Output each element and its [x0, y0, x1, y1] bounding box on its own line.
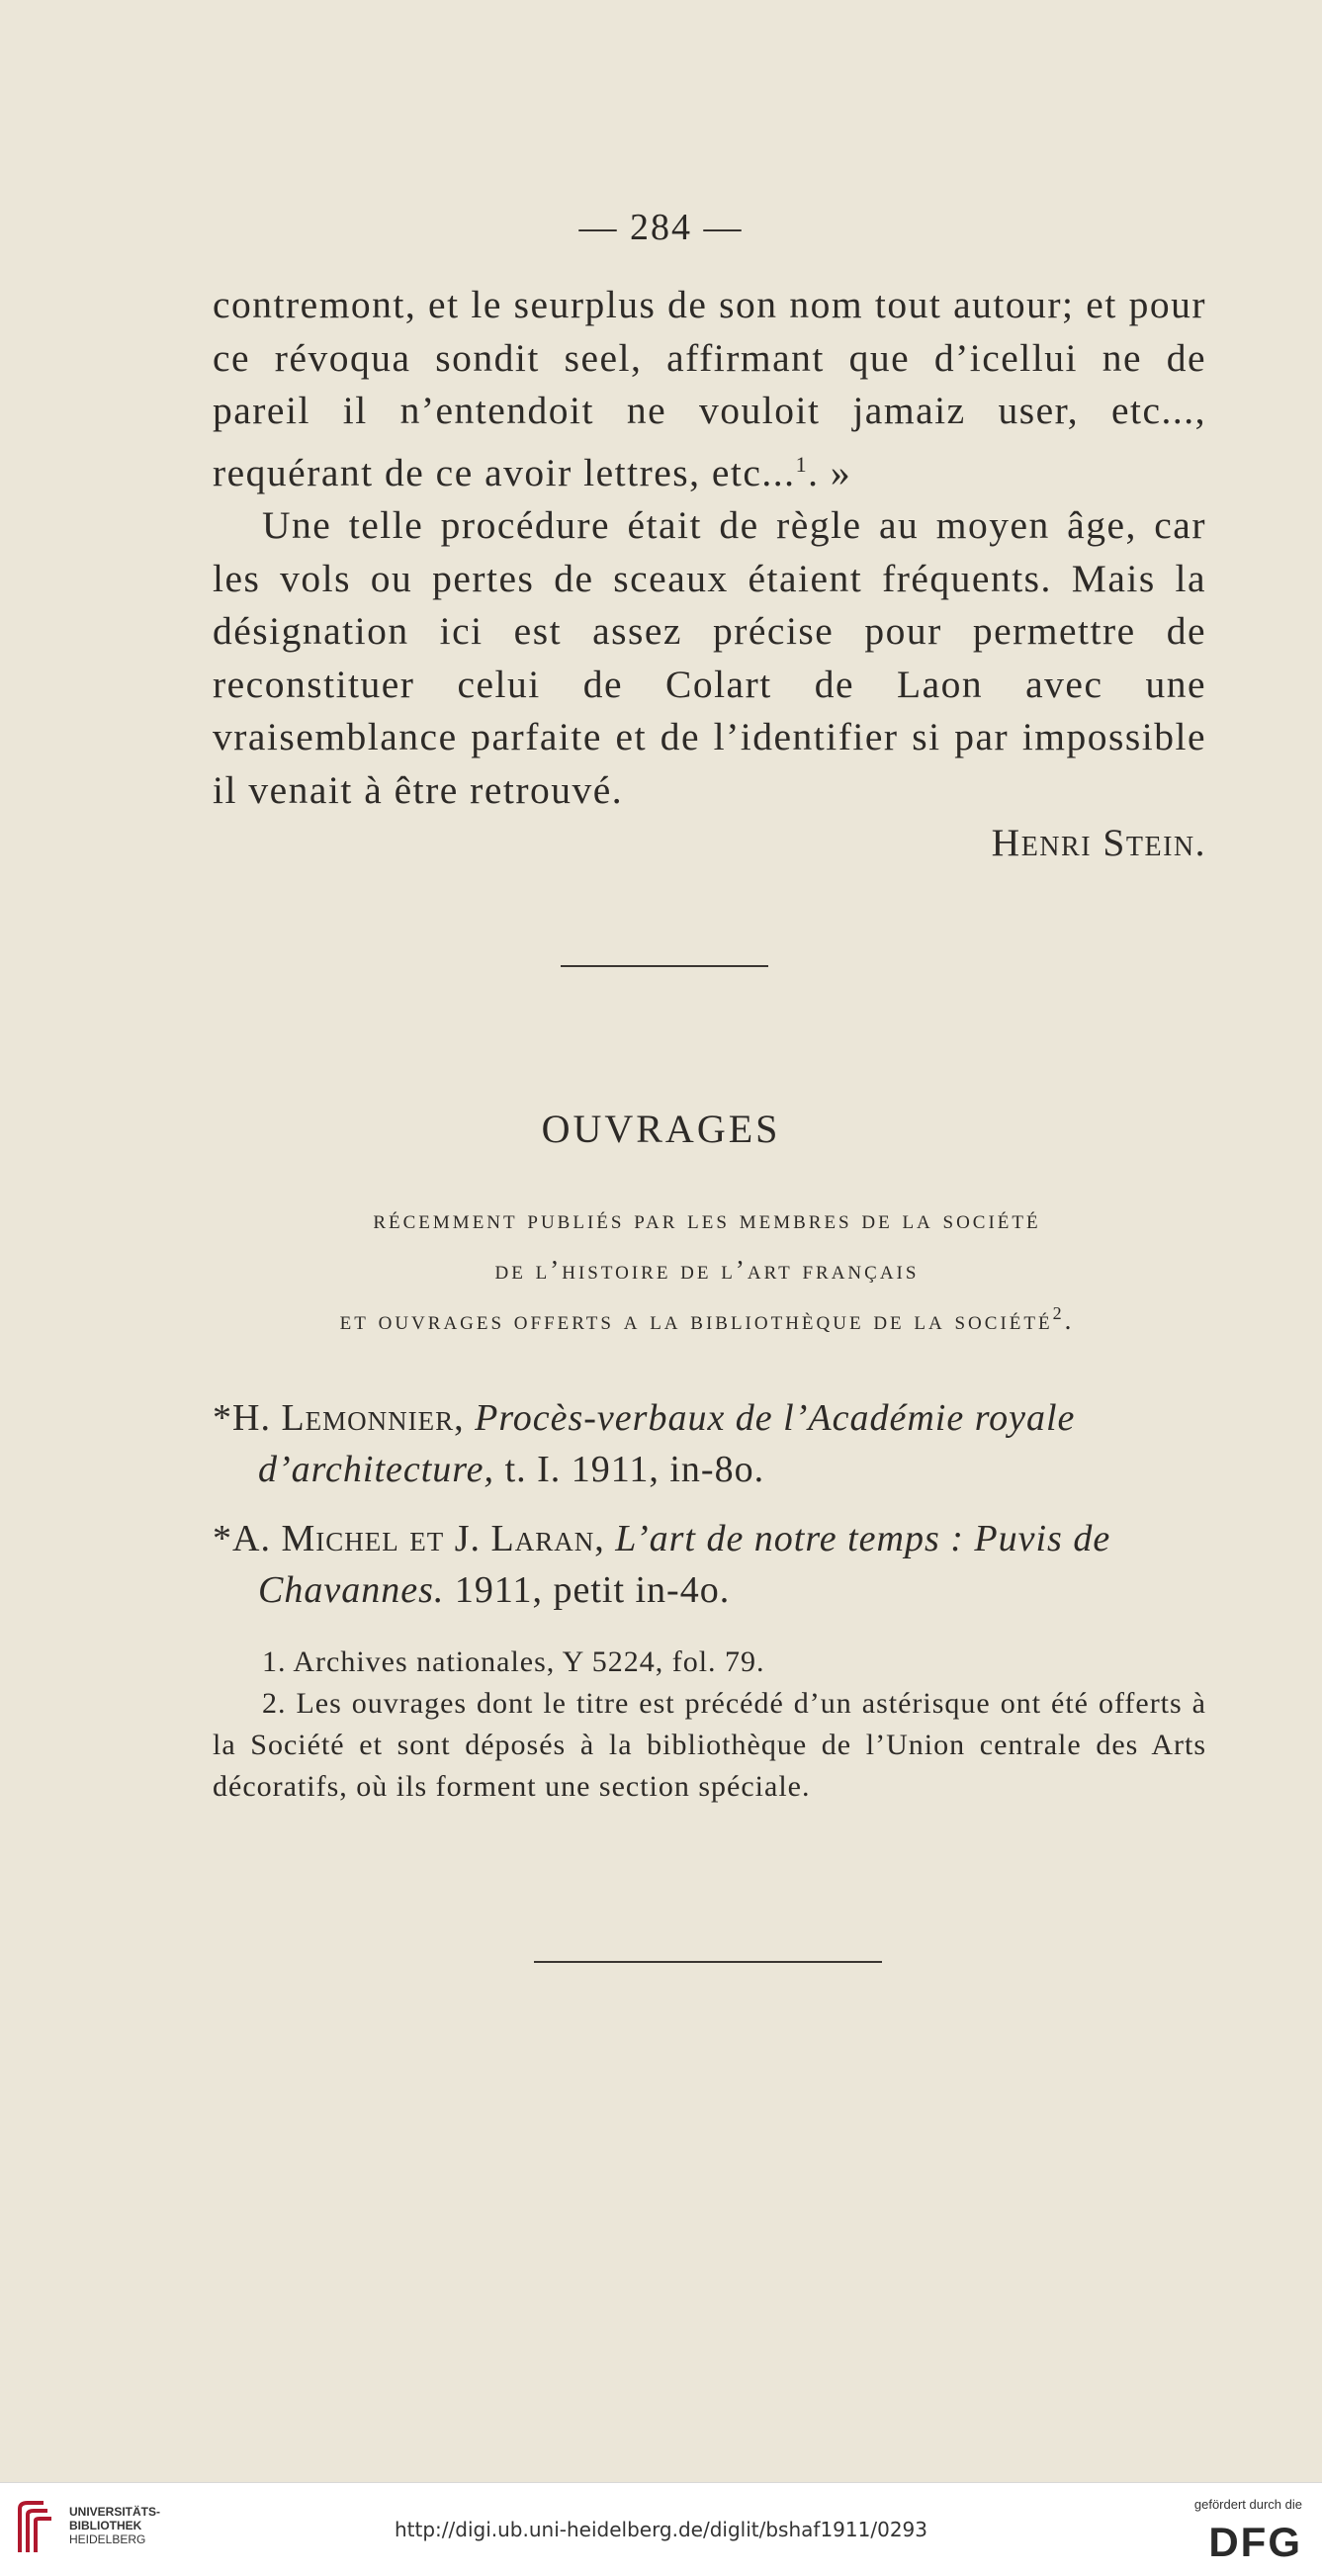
signature: Henri Stein. [991, 821, 1206, 865]
viewer-footer [0, 2482, 1322, 2576]
entry-details: t. I. 1911, in-8o. [504, 1449, 765, 1490]
footnotes [213, 1642, 1206, 1808]
paragraph-1-text: contremont, et le seurplus de son nom tout autour; et pour ce révoqua sondit seel, affirmant que d’icellui ne de pareil il n’entendoit ne vouloit jamaiz user, etc..., requérant de ce avoir lettres, etc... [213, 283, 1206, 494]
list-item [213, 1392, 1206, 1495]
library-line-1: UNIVERSITÄTS- [69, 2505, 161, 2519]
entry-title: Procès-verbaux de l’Académie royale d’architecture, [258, 1397, 1076, 1490]
footnote-2: 2. Les ouvrages dont le titre est précédé d’un astérisque ont été offerts à la Société et sont déposés à la bibliothèque de l’Union centrale des Arts décoratifs, où ils forment une section spéciale. [213, 1687, 1206, 1803]
subtitle-line-3-end: . [1064, 1305, 1075, 1335]
entry-author: A. Michel et J. Laran, [232, 1518, 605, 1559]
entry-details: 1911, petit in-4o. [454, 1569, 731, 1611]
entry-author: H. Lemonnier, [232, 1397, 465, 1439]
section-subtitle-line-2: de l’histoire de l’art français [494, 1255, 920, 1285]
dfg-logo[interactable]: DFG [1208, 2519, 1302, 2565]
page-number: — 284 — [578, 207, 744, 248]
library-line-2: BIBLIOTHEK [69, 2519, 142, 2532]
section-divider [561, 965, 768, 967]
asterisk-marker: * [213, 1397, 232, 1439]
entry-list [213, 1392, 1206, 1634]
section-title: OUVRAGES [541, 1107, 781, 1151]
list-item [213, 1513, 1206, 1616]
library-line-3: HEIDELBERG [69, 2532, 146, 2546]
entry-title: L’art de notre temps : Puvis de Chavannes. [258, 1518, 1111, 1611]
funding-label: gefördert durch die [1193, 2497, 1302, 2512]
paragraph-2: Une telle procédure était de règle au moyen âge, car les vols ou pertes de sceaux étaient fréquents. Mais la désignation ici est assez précise pour permettre de reconstituer celui de Colart de Laon avec une vraisemblance parfaite et de l’identifier si par impossible il venait à être retrouvé. [213, 503, 1206, 812]
end-divider [534, 1961, 882, 1963]
footnote-ref-1[interactable]: 1 [795, 451, 809, 477]
footnote-1: 1. Archives nationales, Y 5224, fol. 79. [262, 1645, 765, 1678]
asterisk-marker: * [213, 1518, 232, 1559]
paragraph-1 [213, 279, 1206, 499]
subtitle-line-3-text: et ouvrages offerts a la bibliothèque de la société [339, 1305, 1053, 1335]
paragraph-1-end: . » [808, 450, 852, 494]
body-text [213, 279, 1206, 870]
permalink-url[interactable]: http://digi.ub.uni-heidelberg.de/diglit/bshaf1911/0293 [394, 2518, 927, 2541]
section-subtitle-line-1: récemment publiés par les membres de la société [373, 1204, 1041, 1234]
footnote-ref-2[interactable]: 2 [1052, 1303, 1065, 1323]
section-subtitle-line-3 [198, 1303, 1216, 1336]
